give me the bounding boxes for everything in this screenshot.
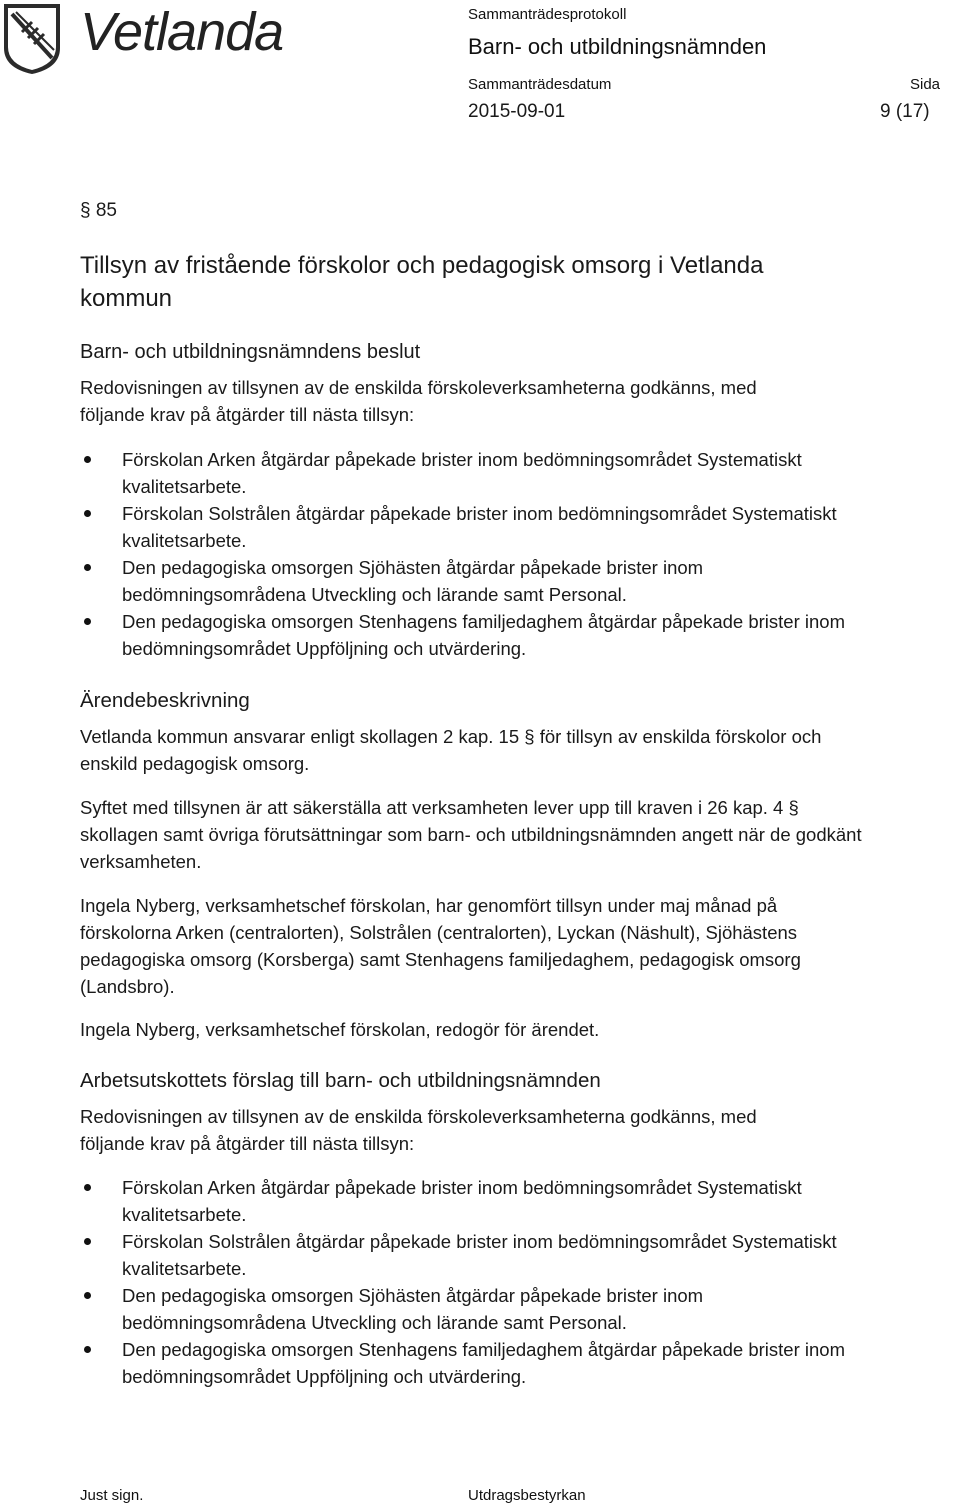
list-item (80, 1174, 860, 1228)
page-number: 9 (17) (880, 101, 930, 122)
proposal-list (80, 1174, 860, 1390)
bullet-icon (84, 1184, 91, 1191)
page-title: Tillsyn av fristående förskolor och pedagogisk omsorg i Vetlanda kommun (80, 252, 764, 312)
list-item (80, 1336, 860, 1390)
bullet-icon (84, 618, 91, 625)
list-item (80, 608, 860, 662)
bullet-icon (84, 456, 91, 463)
list-item-text: Förskolan Arken åtgärdar påpekade brister inom bedömningsområdet Systematiskt kvalitetsarbete. (122, 449, 802, 497)
proposal-heading: Arbetsutskottets förslag till barn- och utbildningsnämnden (80, 1069, 601, 1092)
description-paragraph-1: Vetlanda kommun ansvarar enligt skollagen 2 kap. 15 § för tillsyn av enskilda förskolor och enskild pedagogisk omsorg. (80, 726, 822, 774)
bullet-icon (84, 1346, 91, 1353)
meeting-date-value: 2015-09-01 (468, 101, 566, 122)
decision-list (80, 446, 860, 662)
bullet-icon (84, 1238, 91, 1245)
bullet-icon (84, 510, 91, 517)
list-item-text: Den pedagogiska omsorgen Sjöhästen åtgärdar påpekade brister inom bedömningsområdena Utveckling och lärande samt Personal. (122, 557, 704, 605)
document-type: Sammanträdesprotokoll (468, 6, 627, 23)
committee-name: Barn- och utbildningsnämnden (468, 34, 767, 59)
section-number: § 85 (80, 200, 117, 221)
decision-intro: Redovisningen av tillsynen av de enskilda förskoleverksamheterna godkänns, med följande krav på åtgärder till nästa tillsyn: (80, 377, 757, 425)
description-paragraph-3: Ingela Nyberg, verksamhetschef förskolan, har genomfört tillsyn under maj månad på förskolorna Arken (centralorten), Solstrålen (centralorten), Lyckan (Näshult), Sjöhästens pedagogiska omsorg (Korsberga) samt Stenhagens familjedaghem, pedagogisk omsorg (Landsbro). (80, 895, 801, 997)
logo-wordmark: Vetlanda (80, 2, 284, 62)
description-paragraph-2: Syftet med tillsynen är att säkerställa att verksamheten lever upp till kraven i 26 kap. 4 § skollagen samt övriga förutsättningar som barn- och utbildningsnämnden angett när de godkänt verksamheten. (80, 797, 862, 872)
description-heading: Ärendebeskrivning (80, 689, 250, 712)
list-item (80, 1282, 860, 1336)
meeting-date-label: Sammanträdesdatum (468, 76, 612, 93)
page-label: Sida (910, 76, 941, 93)
municipality-emblem-icon (2, 2, 62, 76)
list-item (80, 1228, 860, 1282)
proposal-intro: Redovisningen av tillsynen av de enskilda förskoleverksamheterna godkänns, med följande krav på åtgärder till nästa tillsyn: (80, 1106, 757, 1154)
signature-label: Just sign. (80, 1487, 144, 1504)
description-paragraph-4: Ingela Nyberg, verksamhetschef förskolan, redogör för ärendet. (80, 1019, 600, 1040)
bullet-icon (84, 1292, 91, 1299)
decision-heading: Barn- och utbildningsnämndens beslut (80, 341, 421, 363)
extract-certification-label: Utdragsbestyrkan (468, 1487, 586, 1504)
list-item (80, 500, 860, 554)
list-item-text: Den pedagogiska omsorgen Sjöhästen åtgärdar påpekade brister inom bedömningsområdena Utveckling och lärande samt Personal. (122, 1285, 704, 1333)
list-item-text: Förskolan Arken åtgärdar påpekade brister inom bedömningsområdet Systematiskt kvalitetsarbete. (122, 1177, 802, 1225)
list-item-text: Förskolan Solstrålen åtgärdar påpekade brister inom bedömningsområdet Systematiskt kvalitetsarbete. (122, 503, 837, 551)
list-item-text: Den pedagogiska omsorgen Stenhagens familjedaghem åtgärdar påpekade brister inom bedömningsområdet Uppföljning och utvärdering. (122, 1339, 845, 1387)
list-item-text: Förskolan Solstrålen åtgärdar påpekade brister inom bedömningsområdet Systematiskt kvalitetsarbete. (122, 1231, 837, 1279)
list-item (80, 446, 860, 500)
list-item-text: Den pedagogiska omsorgen Stenhagens familjedaghem åtgärdar påpekade brister inom bedömningsområdet Uppföljning och utvärdering. (122, 611, 845, 659)
list-item (80, 554, 860, 608)
bullet-icon (84, 564, 91, 571)
